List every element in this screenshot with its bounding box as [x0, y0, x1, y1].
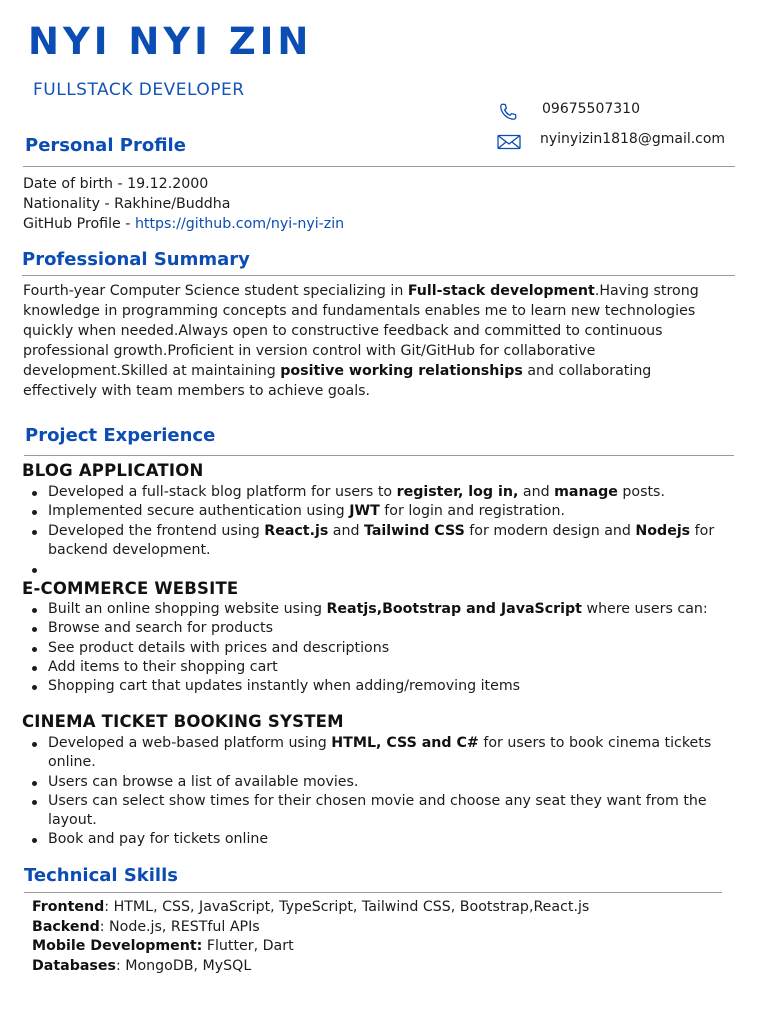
project-cinema-list — [22, 734, 738, 850]
project-blog-list — [22, 483, 738, 579]
job-title: FULLSTACK DEVELOPER — [33, 80, 245, 100]
project-title-blog: BLOG APPLICATION — [22, 461, 204, 480]
list-item: Implemented secure authentication using JWT for login and registration. — [22, 502, 738, 521]
envelope-icon — [497, 134, 521, 150]
list-item: Developed a full-stack blog platform for users to register, log in, and manage posts. — [22, 483, 738, 502]
email-address[interactable]: nyinyizin1818@gmail.com — [540, 131, 726, 147]
project-title-ecommerce: E-COMMERCE WEBSITE — [22, 579, 239, 598]
phone-icon — [497, 101, 519, 123]
nationality: Nationality - Rakhine/Buddha — [23, 196, 231, 212]
personal-profile-details — [23, 174, 723, 234]
summary-text: and collaborating effectively with team members to achieve goals. — [23, 363, 652, 399]
section-heading-professional-summary: Professional Summary — [22, 249, 250, 270]
list-item: Add items to their shopping cart — [22, 658, 738, 677]
github-profile — [23, 214, 723, 234]
summary-highlight: Full-stack development — [407, 283, 595, 299]
summary-highlight: positive working relationships — [280, 363, 523, 379]
skill-mobile: Mobile Development: Flutter, Dart — [32, 938, 294, 954]
skill-frontend: Frontend: HTML, CSS, JavaScript, TypeScript, Tailwind CSS, Bootstrap,React.js — [32, 899, 590, 915]
list-item: Users can browse a list of available movies. — [22, 773, 738, 792]
section-heading-project-experience: Project Experience — [25, 425, 216, 446]
summary-text: Fourth-year Computer Science student specializing in — [23, 283, 408, 299]
candidate-name: NYI NYI ZIN — [28, 20, 313, 63]
list-item: Users can select show times for their chosen movie and choose any seat they want from the layout. — [22, 792, 738, 831]
list-item: Developed the frontend using React.js and Tailwind CSS for modern design and Nodejs for backend development. — [22, 522, 738, 561]
date-of-birth: Date of birth - 19.12.2000 — [23, 176, 209, 192]
section-heading-personal-profile: Personal Profile — [25, 135, 186, 156]
section-divider — [23, 166, 735, 167]
section-divider — [22, 275, 735, 276]
section-divider — [24, 892, 722, 893]
summary-text: .Having strong knowledge in programming concepts and fundamentals enables me to learn new technologies quickly when needed.Always open to constructive feedback and committed to continuous professional growth.Proficient in version control with Git/GitHub for collaborative development.Skilled at maintaining — [23, 283, 699, 379]
skills-list — [32, 898, 589, 976]
skill-databases: Databases: MongoDB, MySQL — [32, 957, 252, 974]
section-divider — [24, 455, 734, 456]
list-item-empty — [22, 560, 738, 579]
list-item: Shopping cart that updates instantly when adding/removing items — [22, 677, 738, 696]
list-item: See product details with prices and descriptions — [22, 639, 738, 658]
list-item: Browse and search for products — [22, 619, 738, 638]
list-item: Book and pay for tickets online — [22, 830, 738, 849]
github-label: GitHub Profile - — [23, 216, 135, 232]
section-heading-technical-skills: Technical Skills — [24, 865, 178, 886]
list-item: Built an online shopping website using Reatjs,Bootstrap and JavaScript where users can: — [22, 600, 738, 619]
phone-number[interactable]: 09675507310 — [542, 101, 640, 117]
skill-backend: Backend: Node.js, RESTful APIs — [32, 918, 260, 935]
list-item: Developed a web-based platform using HTML, CSS and C# for users to book cinema tickets online. — [22, 734, 738, 773]
project-ecommerce-list — [22, 600, 738, 696]
project-title-cinema: CINEMA TICKET BOOKING SYSTEM — [22, 712, 344, 731]
summary-paragraph — [23, 281, 729, 401]
github-link[interactable]: https://github.com/nyi-nyi-zin — [134, 216, 345, 232]
